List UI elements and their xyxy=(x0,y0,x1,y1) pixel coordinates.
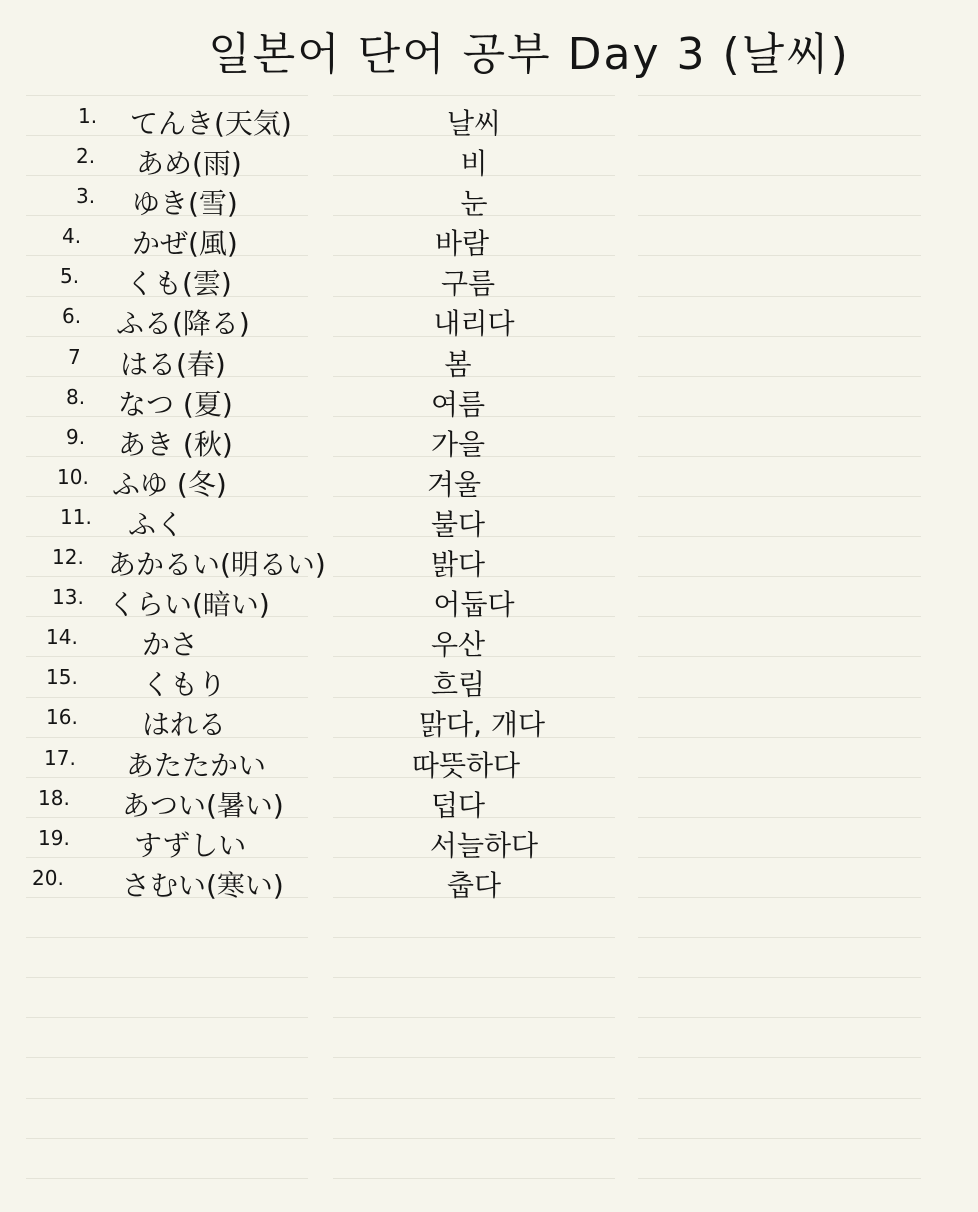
ruled-line xyxy=(638,937,921,938)
vocab-row xyxy=(0,457,978,501)
ruled-line xyxy=(26,1098,308,1099)
korean-meaning: 어둡다 xyxy=(433,588,515,622)
item-number: 14. xyxy=(46,625,78,650)
item-number: 1. xyxy=(78,104,98,128)
japanese-word: くらい(暗い) xyxy=(108,588,270,622)
item-number: 4. xyxy=(62,224,82,249)
japanese-word: かさ xyxy=(142,628,199,662)
item-number: 19. xyxy=(38,825,70,850)
korean-meaning: 바람 xyxy=(434,227,490,261)
japanese-word: くもり xyxy=(142,668,227,702)
item-number: 16. xyxy=(46,705,78,730)
japanese-word: ふゆ (冬) xyxy=(112,467,227,501)
korean-meaning: 봄 xyxy=(444,347,472,381)
ruled-line xyxy=(638,1178,921,1179)
page-title: 일본어 단어 공부 Day 3 (날씨) xyxy=(208,29,850,80)
item-number: 2. xyxy=(76,144,96,169)
vocab-row xyxy=(0,697,978,742)
ruled-line xyxy=(26,937,308,938)
vocab-row xyxy=(0,617,978,662)
item-number: 3. xyxy=(76,184,96,209)
korean-meaning: 비 xyxy=(460,147,488,181)
vocab-row xyxy=(0,657,978,702)
japanese-word: てんき(天気) xyxy=(130,107,292,140)
japanese-word: ふる(降る) xyxy=(116,307,250,341)
vocab-row xyxy=(0,778,978,822)
vocab-row xyxy=(0,216,978,261)
ruled-line xyxy=(638,1017,921,1018)
vocab-row xyxy=(0,136,978,181)
vocab-row xyxy=(0,337,978,381)
ruled-line xyxy=(333,977,615,978)
ruled-line xyxy=(333,1098,615,1099)
japanese-word: はれる xyxy=(142,708,227,742)
vocab-row xyxy=(0,818,978,862)
ruled-line xyxy=(26,1138,308,1139)
ruled-line xyxy=(638,977,921,978)
korean-meaning: 가을 xyxy=(430,427,486,461)
vocab-row xyxy=(0,577,978,622)
japanese-word: ふく xyxy=(128,507,185,541)
vocab-row xyxy=(0,96,978,140)
item-number: 9. xyxy=(66,424,86,449)
item-number: 15. xyxy=(46,665,78,690)
korean-meaning: 밝다 xyxy=(430,548,486,582)
item-number: 10. xyxy=(57,464,89,489)
vocab-row xyxy=(0,417,978,461)
item-number: 13. xyxy=(52,585,84,610)
ruled-line xyxy=(638,1098,921,1099)
vocab-row xyxy=(0,176,978,221)
korean-meaning: 겨울 xyxy=(426,467,482,501)
vocab-row xyxy=(0,256,978,301)
ruled-line xyxy=(638,1057,921,1058)
item-number: 12. xyxy=(52,545,84,570)
ruled-line xyxy=(333,1138,615,1139)
korean-meaning: 서늘하다 xyxy=(429,828,539,862)
korean-meaning: 따뜻하다 xyxy=(411,748,521,782)
vocab-row xyxy=(0,537,978,582)
japanese-word: あき (秋) xyxy=(118,427,233,461)
japanese-word: なつ (夏) xyxy=(118,387,233,421)
korean-meaning: 흐림 xyxy=(430,668,486,702)
korean-meaning: 눈 xyxy=(460,187,488,221)
vocab-row xyxy=(0,858,978,902)
japanese-word: あつい(暑い) xyxy=(122,788,284,822)
vocab-list xyxy=(0,96,978,902)
japanese-word: くも(雲) xyxy=(126,267,232,301)
item-number: 5. xyxy=(60,264,80,289)
vocab-row xyxy=(0,738,978,782)
vocab-row xyxy=(0,377,978,421)
japanese-word: ゆき(雪) xyxy=(132,187,238,221)
korean-meaning: 날씨 xyxy=(446,107,502,140)
ruled-line xyxy=(26,1178,308,1179)
korean-meaning: 우산 xyxy=(430,628,486,662)
japanese-word: あめ(雨) xyxy=(136,147,242,181)
korean-meaning: 여름 xyxy=(430,387,486,421)
japanese-word: さむい(寒い) xyxy=(122,868,284,902)
item-number: 6. xyxy=(62,304,82,329)
korean-meaning: 덥다 xyxy=(430,788,486,822)
ruled-line xyxy=(26,1057,308,1058)
japanese-word: はる(春) xyxy=(120,347,226,381)
japanese-word: あたたかい xyxy=(126,748,267,782)
ruled-line xyxy=(333,1017,615,1018)
korean-meaning: 구름 xyxy=(440,267,496,301)
vocab-row xyxy=(0,296,978,341)
item-number: 8. xyxy=(66,384,86,409)
ruled-line xyxy=(333,1178,615,1179)
item-number: 7 xyxy=(68,344,81,369)
korean-meaning: 춥다 xyxy=(446,868,502,902)
korean-meaning: 맑다, 개다 xyxy=(419,708,545,742)
ruled-line xyxy=(638,1138,921,1139)
item-number: 17. xyxy=(44,745,76,770)
item-number: 18. xyxy=(38,785,70,810)
japanese-word: あかるい(明るい) xyxy=(108,548,326,582)
japanese-word: すずしい xyxy=(134,828,247,862)
ruled-line xyxy=(333,1057,615,1058)
item-number: 20. xyxy=(32,865,64,890)
ruled-line xyxy=(26,977,308,978)
ruled-line xyxy=(26,1017,308,1018)
japanese-word: かぜ(風) xyxy=(132,227,238,261)
korean-meaning: 불다 xyxy=(430,507,486,541)
vocab-row xyxy=(0,497,978,541)
ruled-line xyxy=(333,937,615,938)
item-number: 11. xyxy=(60,504,92,529)
korean-meaning: 내리다 xyxy=(433,307,515,341)
